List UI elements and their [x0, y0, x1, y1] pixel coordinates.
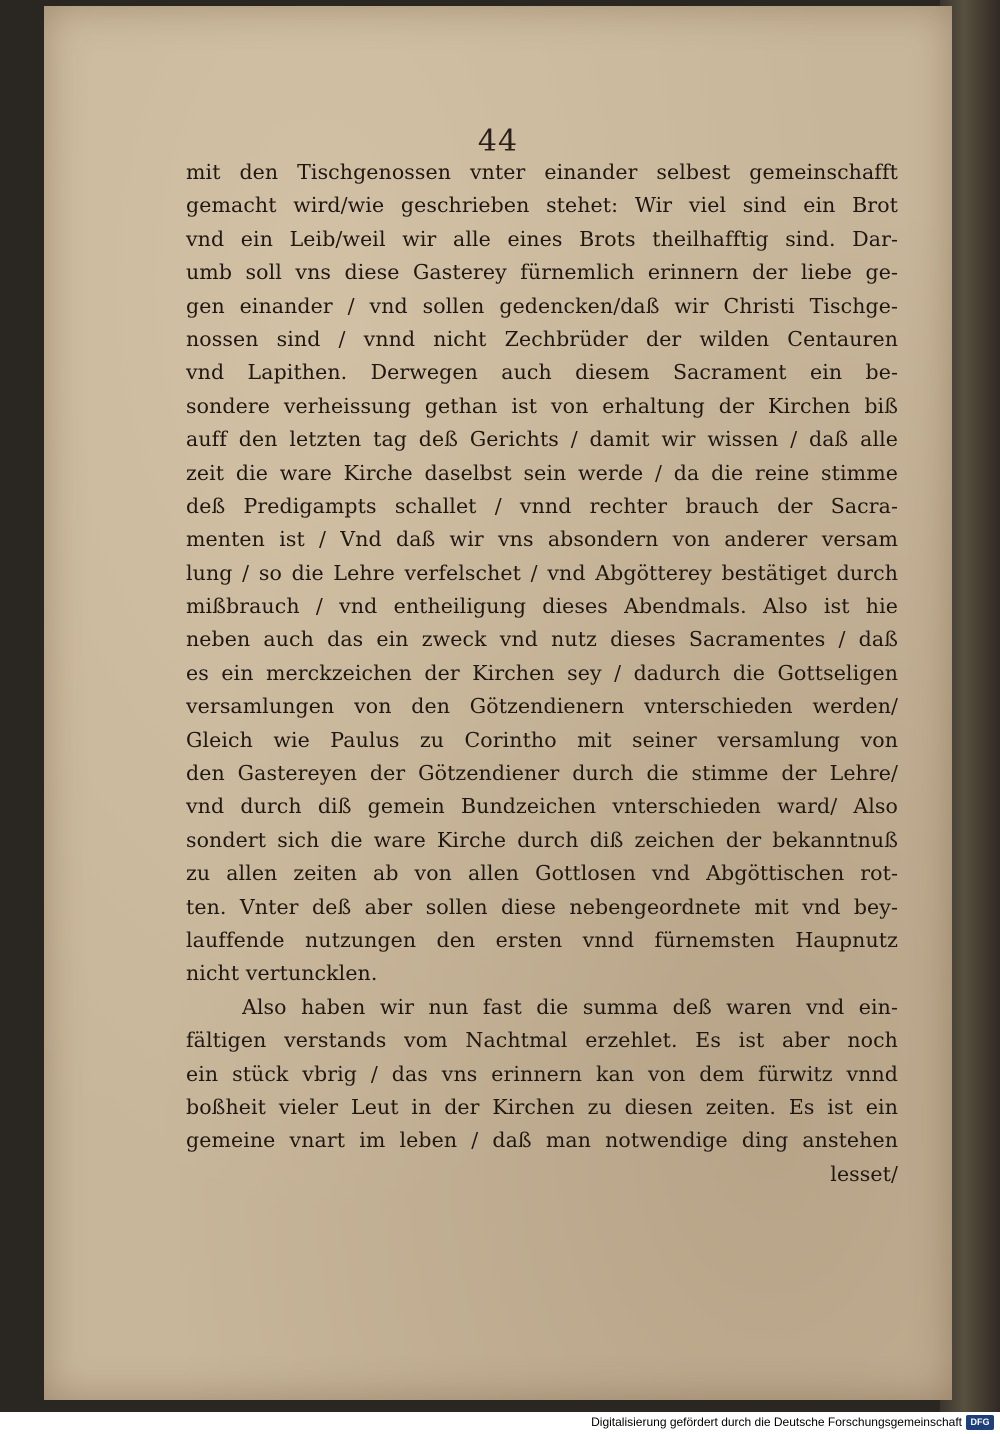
- dfg-logo-icon: DFG: [966, 1415, 994, 1430]
- text-line: boßheit vieler Leut in der Kirchen zu diesen zeiten. Es ist ein: [186, 1094, 898, 1119]
- text-line: auff den letzten tag deß Gerichts / damit wir wissen / daß alle: [186, 427, 898, 452]
- catchword: lesset/: [830, 1161, 898, 1186]
- text-line: zu allen zeiten ab von allen Gottlosen vnd Abgöttischen rot-: [186, 861, 898, 886]
- text-line: zeit die ware Kirche daselbst sein werde / da die reine stimme: [186, 460, 898, 485]
- text-line: gemeine vnart im leben / daß man notwendige ding anstehen: [186, 1128, 898, 1153]
- text-line: mißbrauch / vnd entheiligung dieses Abendmals. Also ist hie: [186, 594, 898, 619]
- text-line: mit den Tischgenossen vnter einander selbest gemeinschafft: [186, 160, 898, 184]
- text-line: Also haben wir nun fast die summa deß waren vnd ein-: [242, 994, 898, 1019]
- page-number: 44: [477, 124, 519, 159]
- text-line: vnd durch diß gemein Bundzeichen vnterschieden ward/ Also: [186, 794, 898, 819]
- body-text: [186, 156, 898, 1191]
- text-line: neben auch das ein zweck vnd nutz dieses Sacramentes / daß: [186, 627, 898, 652]
- text-line: es ein merckzeichen der Kirchen sey / dadurch die Gottseligen: [186, 660, 898, 685]
- text-line: versamlungen von den Götzendienern vnterschieden werden/: [186, 694, 898, 719]
- text-line: gen einander / vnd sollen gedencken/daß wir Christi Tischge-: [186, 293, 898, 318]
- text-line: nossen sind / vnnd nicht Zechbrüder der wilden Centauren: [186, 326, 898, 351]
- text-line: fältigen verstands vom Nachtmal erzehlet. Es ist aber noch: [186, 1028, 898, 1053]
- funding-credit: Digitalisierung gefördert durch die Deutsche Forschungsgemeinschaft: [591, 1415, 962, 1429]
- text-line: lung / so die Lehre verfelschet / vnd Abgötterey bestätiget durch: [186, 560, 898, 585]
- text-line: gemacht wird/wie geschrieben stehet: Wir viel sind ein Brot: [186, 193, 898, 218]
- text-line: sondere verheissung gethan ist von erhaltung der Kirchen biß: [186, 393, 898, 418]
- footer-bar: [0, 1412, 1000, 1434]
- text-line: nicht vertuncklen.: [186, 961, 378, 986]
- text-line: deß Predigampts schallet / vnnd rechter brauch der Sacra-: [186, 493, 898, 518]
- text-line: umb soll vns diese Gasterey fürnemlich erinnern der liebe ge-: [186, 260, 898, 285]
- text-line: sondert sich die ware Kirche durch diß zeichen der bekanntnuß: [186, 827, 898, 852]
- text-line: menten ist / Vnd daß wir vns absondern von anderer versam: [186, 527, 898, 552]
- text-line: Gleich wie Paulus zu Corintho mit seiner versamlung von: [186, 727, 898, 752]
- text-line: lauffende nutzungen den ersten vnnd fürnemsten Haupnutz: [186, 927, 898, 952]
- text-line: vnd ein Leib/weil wir alle eines Brots theilhafftig sind. Dar-: [186, 226, 898, 251]
- text-line: ten. Vnter deß aber sollen diese nebengeordnete mit vnd bey-: [186, 894, 898, 919]
- text-line: ein stück vbrig / das vns erinnern kan von dem fürwitz vnnd: [186, 1061, 898, 1086]
- text-line: vnd Lapithen. Derwegen auch diesem Sacrament ein be-: [186, 360, 898, 385]
- text-line: den Gastereyen der Götzendiener durch die stimme der Lehre/: [186, 761, 898, 786]
